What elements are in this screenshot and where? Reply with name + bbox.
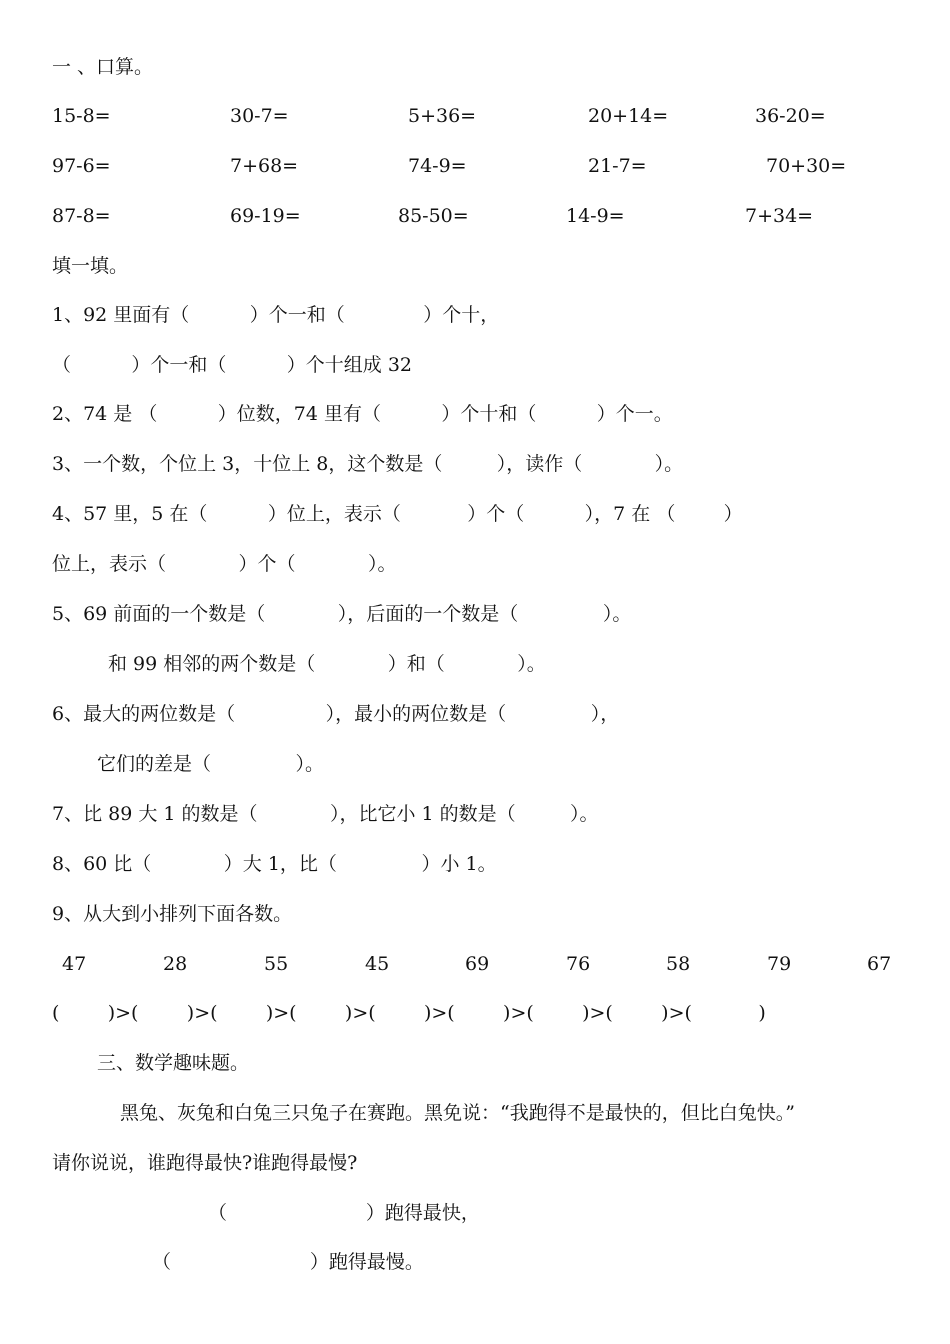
sort-number: 67 — [867, 953, 892, 975]
calc-item: 7+34= — [745, 205, 814, 227]
calc-item: 7+68= — [230, 155, 299, 177]
fill-line: 3、一个数，个位上 3，十位上 8，这个数是（ ），读作（ ）。 — [52, 453, 684, 475]
fill-line: 和 99 相邻的两个数是（ ）和（ ）。 — [108, 653, 546, 675]
sort-number: 45 — [365, 953, 390, 975]
section1-heading: 一 、口算。 — [52, 56, 154, 78]
problem-text: 黑兔、灰兔和白兔三只兔子在赛跑。黑免说：“我跑得不是最快的，但比白兔快。” — [120, 1102, 795, 1124]
section3-heading: 三、数学趣味题。 — [97, 1052, 250, 1074]
fill-line: 5、69 前面的一个数是（ ），后面的一个数是（ ）。 — [52, 603, 632, 625]
fill-line: 2、74 是 （ ）位数，74 里有（ ）个十和（ ）个一。 — [52, 403, 673, 425]
calc-item: 14-9= — [566, 205, 625, 227]
sort-number: 58 — [666, 953, 691, 975]
calc-item: 69-19= — [230, 205, 301, 227]
compare-row: ( )>( )>( )>( )>( )>( )>( )>( )>( ) — [52, 1002, 766, 1024]
calc-item: 70+30= — [766, 155, 847, 177]
section2-heading: 填一填。 — [52, 255, 129, 277]
answer-line: （ ）跑得最慢。 — [152, 1251, 424, 1273]
calc-item: 15-8= — [52, 105, 111, 127]
sort-number: 79 — [767, 953, 792, 975]
fill-line: 8、60 比（ ）大 1，比（ ）小 1。 — [52, 853, 497, 875]
calc-item: 36-20= — [755, 105, 826, 127]
calc-item: 87-8= — [52, 205, 111, 227]
calc-item: 20+14= — [588, 105, 669, 127]
sort-number: 47 — [62, 953, 87, 975]
calc-item: 21-7= — [588, 155, 647, 177]
calc-item: 5+36= — [408, 105, 477, 127]
fill-line: 位上，表示（ ）个（ ）。 — [52, 553, 397, 575]
fill-line: 1、92 里面有（ ）个一和（ ）个十， — [52, 304, 500, 326]
fill-line: 6、最大的两位数是（ ），最小的两位数是（ ）， — [52, 703, 620, 725]
calc-item: 85-50= — [398, 205, 469, 227]
calc-item: 97-6= — [52, 155, 111, 177]
problem-text: 请你说说，谁跑得最快?谁跑得最慢? — [52, 1152, 358, 1174]
sort-number: 55 — [264, 953, 289, 975]
fill-line: （ ）个一和（ ）个十组成 32 — [52, 354, 413, 376]
fill-line: 4、57 里，5 在（ ）位上，表示（ ）个（ ），7 在 （ ） — [52, 503, 743, 525]
fill-line: 9、从大到小排列下面各数。 — [52, 903, 293, 925]
calc-item: 74-9= — [408, 155, 467, 177]
fill-line: 它们的差是（ ）。 — [97, 753, 325, 775]
sort-number: 28 — [163, 953, 188, 975]
calc-item: 30-7= — [230, 105, 289, 127]
sort-number: 69 — [465, 953, 490, 975]
fill-line: 7、比 89 大 1 的数是（ ），比它小 1 的数是（ ）。 — [52, 803, 599, 825]
answer-line: （ ）跑得最快， — [208, 1202, 480, 1224]
sort-number: 76 — [566, 953, 591, 975]
